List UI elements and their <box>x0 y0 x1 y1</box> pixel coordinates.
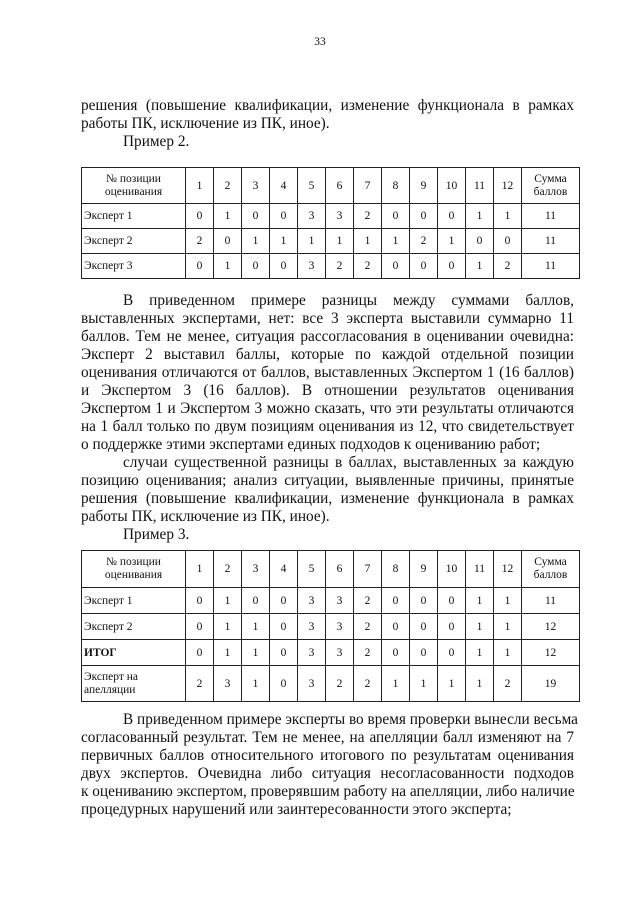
paragraph-line: двух экспертов. Очевидна либо ситуация несогласованности подходов <box>81 765 574 782</box>
position-number: 11 <box>466 168 494 204</box>
sum-cell: 11 <box>522 204 580 229</box>
score-cell: 0 <box>438 254 466 279</box>
score-cell: 0 <box>382 588 410 614</box>
score-cell: 1 <box>298 229 326 254</box>
score-cell: 1 <box>354 229 382 254</box>
paragraph-line: Экспертом 1 и Экспертом 3 можно сказать, что эти результаты отличаются <box>81 400 574 417</box>
paragraph-line: и Экспертом 3 (16 баллов). В отношении результатов оценивания <box>81 382 574 399</box>
score-cell: 3 <box>298 204 326 229</box>
score-cell: 1 <box>326 229 354 254</box>
score-cell: 1 <box>438 666 466 702</box>
position-number: 1 <box>186 551 214 588</box>
sum-cell: 12 <box>522 614 580 640</box>
score-cell: 0 <box>382 614 410 640</box>
position-number: 4 <box>270 168 298 204</box>
score-cell: 0 <box>410 614 438 640</box>
position-number: 6 <box>326 168 354 204</box>
position-number: 9 <box>410 168 438 204</box>
paragraph-line: выставленных экспертами, нет: все 3 эксперта выставили суммарно 11 <box>81 310 574 327</box>
position-number: 4 <box>270 551 298 588</box>
score-cell: 0 <box>410 204 438 229</box>
score-cell: 0 <box>438 640 466 666</box>
score-cell: 1 <box>466 614 494 640</box>
paragraph-line: к оцениванию экспертом, проверявшим работу на апелляции, либо наличие <box>81 783 575 800</box>
score-cell: 3 <box>326 588 354 614</box>
score-cell: 1 <box>214 254 242 279</box>
position-number: 11 <box>466 551 494 588</box>
score-cell: 0 <box>186 640 214 666</box>
table-example-3 <box>81 550 580 702</box>
paragraph-line: работы ПК, исключение из ПК, иное). <box>81 115 330 132</box>
paragraph-line: процедурных нарушений или заинтересованности этого эксперта; <box>81 801 512 818</box>
score-cell: 0 <box>242 254 270 279</box>
score-cell: 0 <box>270 666 298 702</box>
sum-cell: 19 <box>522 666 580 702</box>
sum-header-cell: Сумма баллов <box>522 551 580 588</box>
paragraph-line: Эксперт 2 выставил баллы, которые по каждой отдельной позиции <box>81 346 574 363</box>
table-row <box>82 588 580 614</box>
example-heading: Пример 3. <box>123 526 190 543</box>
score-cell: 3 <box>326 204 354 229</box>
score-cell: 3 <box>214 666 242 702</box>
position-number: 2 <box>214 551 242 588</box>
score-cell: 3 <box>326 640 354 666</box>
score-cell: 0 <box>410 588 438 614</box>
paragraph-line: случаи существенной разницы в баллах, выставленных за каждую <box>123 454 574 471</box>
score-cell: 1 <box>214 588 242 614</box>
table-row <box>82 254 580 279</box>
sum-header-cell: Сумма баллов <box>522 168 580 204</box>
score-cell: 1 <box>494 614 522 640</box>
score-cell: 0 <box>466 229 494 254</box>
paragraph-line: В приведенном примере эксперты во время проверки вынесли весьма <box>123 711 578 728</box>
score-cell: 2 <box>410 229 438 254</box>
score-cell: 0 <box>270 204 298 229</box>
score-cell: 1 <box>242 666 270 702</box>
score-cell: 1 <box>466 640 494 666</box>
score-cell: 1 <box>214 640 242 666</box>
score-cell: 1 <box>466 254 494 279</box>
example-heading: Пример 2. <box>123 133 190 150</box>
score-cell: 1 <box>242 614 270 640</box>
score-cell: 3 <box>298 614 326 640</box>
score-cell: 2 <box>354 254 382 279</box>
table-header-row <box>82 168 580 204</box>
position-number: 9 <box>410 551 438 588</box>
score-cell: 1 <box>438 229 466 254</box>
position-number: 3 <box>242 551 270 588</box>
score-cell: 2 <box>354 666 382 702</box>
score-cell: 3 <box>298 666 326 702</box>
score-cell: 0 <box>438 204 466 229</box>
score-cell: 0 <box>214 229 242 254</box>
position-number: 8 <box>382 551 410 588</box>
expert-name: Эксперт 1 <box>82 204 186 229</box>
sum-cell: 11 <box>522 229 580 254</box>
position-number: 7 <box>354 551 382 588</box>
paragraph-line: на 1 балл только по двум позициям оценивания из 12, что свидетельствует <box>81 418 574 435</box>
position-number: 8 <box>382 168 410 204</box>
score-cell: 0 <box>438 614 466 640</box>
position-number: 2 <box>214 168 242 204</box>
score-cell: 0 <box>186 614 214 640</box>
position-number: 7 <box>354 168 382 204</box>
score-cell: 3 <box>298 640 326 666</box>
paragraph-line: о поддержке этими экспертами единых подходов к оцениванию работ; <box>81 436 541 453</box>
score-cell: 2 <box>326 254 354 279</box>
position-header-cell: № позиции оценивания <box>82 551 186 588</box>
paragraph-line: баллов. Тем не менее, ситуация рассогласования в оценивании очевидна: <box>81 328 574 345</box>
score-cell: 1 <box>382 229 410 254</box>
position-number: 12 <box>494 168 522 204</box>
score-cell: 3 <box>298 588 326 614</box>
score-cell: 0 <box>270 254 298 279</box>
position-number: 10 <box>438 168 466 204</box>
score-cell: 0 <box>494 229 522 254</box>
score-cell: 0 <box>270 640 298 666</box>
score-cell: 0 <box>382 640 410 666</box>
score-cell: 0 <box>438 588 466 614</box>
position-header-cell: № позиции оценивания <box>82 168 186 204</box>
score-cell: 0 <box>242 588 270 614</box>
paragraph-line: первичных баллов относительного итогового по результатам оценивания <box>81 747 574 764</box>
score-cell: 2 <box>494 254 522 279</box>
position-number: 5 <box>298 168 326 204</box>
expert-name: Эксперт на апелляции <box>82 666 186 702</box>
score-cell: 2 <box>494 666 522 702</box>
expert-name: Эксперт 1 <box>82 588 186 614</box>
paragraph-line: согласованный результат. Тем не менее, на апелляции балл изменяют на 7 <box>81 729 574 746</box>
sum-cell: 11 <box>522 588 580 614</box>
paragraph-line: В приведенном примере разницы между суммами баллов, <box>123 292 574 309</box>
score-cell: 1 <box>466 588 494 614</box>
score-cell: 0 <box>410 640 438 666</box>
score-cell: 2 <box>354 640 382 666</box>
score-cell: 1 <box>270 229 298 254</box>
sum-cell: 12 <box>522 640 580 666</box>
score-cell: 1 <box>466 666 494 702</box>
score-cell: 0 <box>242 204 270 229</box>
total-label: ИТОГ <box>82 640 186 666</box>
score-cell: 2 <box>186 229 214 254</box>
page-number: 33 <box>314 36 326 48</box>
score-cell: 0 <box>186 588 214 614</box>
score-cell: 0 <box>382 204 410 229</box>
score-cell: 1 <box>214 614 242 640</box>
table-row <box>82 204 580 229</box>
paragraph-line: оценивания отличаются от баллов, выставленных Экспертом 1 (16 баллов) <box>81 364 574 381</box>
score-cell: 2 <box>186 666 214 702</box>
score-cell: 1 <box>494 588 522 614</box>
score-cell: 2 <box>354 614 382 640</box>
score-cell: 0 <box>410 254 438 279</box>
paragraph-line: решения (повышение квалификации, изменение функционала в рамках <box>81 97 574 114</box>
score-cell: 0 <box>186 254 214 279</box>
paragraph-line: работы ПК, исключение из ПК, иное). <box>81 508 330 525</box>
score-cell: 0 <box>270 588 298 614</box>
score-cell: 1 <box>466 204 494 229</box>
position-number: 3 <box>242 168 270 204</box>
score-cell: 0 <box>382 254 410 279</box>
score-cell: 1 <box>242 640 270 666</box>
score-cell: 0 <box>270 614 298 640</box>
sum-cell: 11 <box>522 254 580 279</box>
table-row <box>82 614 580 640</box>
score-cell: 1 <box>494 204 522 229</box>
position-number: 1 <box>186 168 214 204</box>
expert-name: Эксперт 2 <box>82 229 186 254</box>
score-cell: 2 <box>354 588 382 614</box>
table-row-total <box>82 640 580 666</box>
position-number: 10 <box>438 551 466 588</box>
table-row <box>82 229 580 254</box>
expert-name: Эксперт 3 <box>82 254 186 279</box>
paragraph-line: позицию оценивания; анализ ситуации, выявленные причины, принятые <box>81 472 574 489</box>
position-number: 5 <box>298 551 326 588</box>
expert-name: Эксперт 2 <box>82 614 186 640</box>
paragraph-line: решения (повышение квалификации, изменение функционала в рамках <box>81 490 574 507</box>
score-cell: 3 <box>298 254 326 279</box>
score-cell: 0 <box>186 204 214 229</box>
table-example-2 <box>81 167 580 279</box>
score-cell: 2 <box>326 666 354 702</box>
score-cell: 3 <box>326 614 354 640</box>
score-cell: 1 <box>494 640 522 666</box>
score-cell: 2 <box>354 204 382 229</box>
score-cell: 1 <box>410 666 438 702</box>
score-cell: 1 <box>214 204 242 229</box>
score-cell: 1 <box>242 229 270 254</box>
position-number: 12 <box>494 551 522 588</box>
table-row <box>82 666 580 702</box>
position-number: 6 <box>326 551 354 588</box>
table-header-row <box>82 551 580 588</box>
score-cell: 1 <box>382 666 410 702</box>
